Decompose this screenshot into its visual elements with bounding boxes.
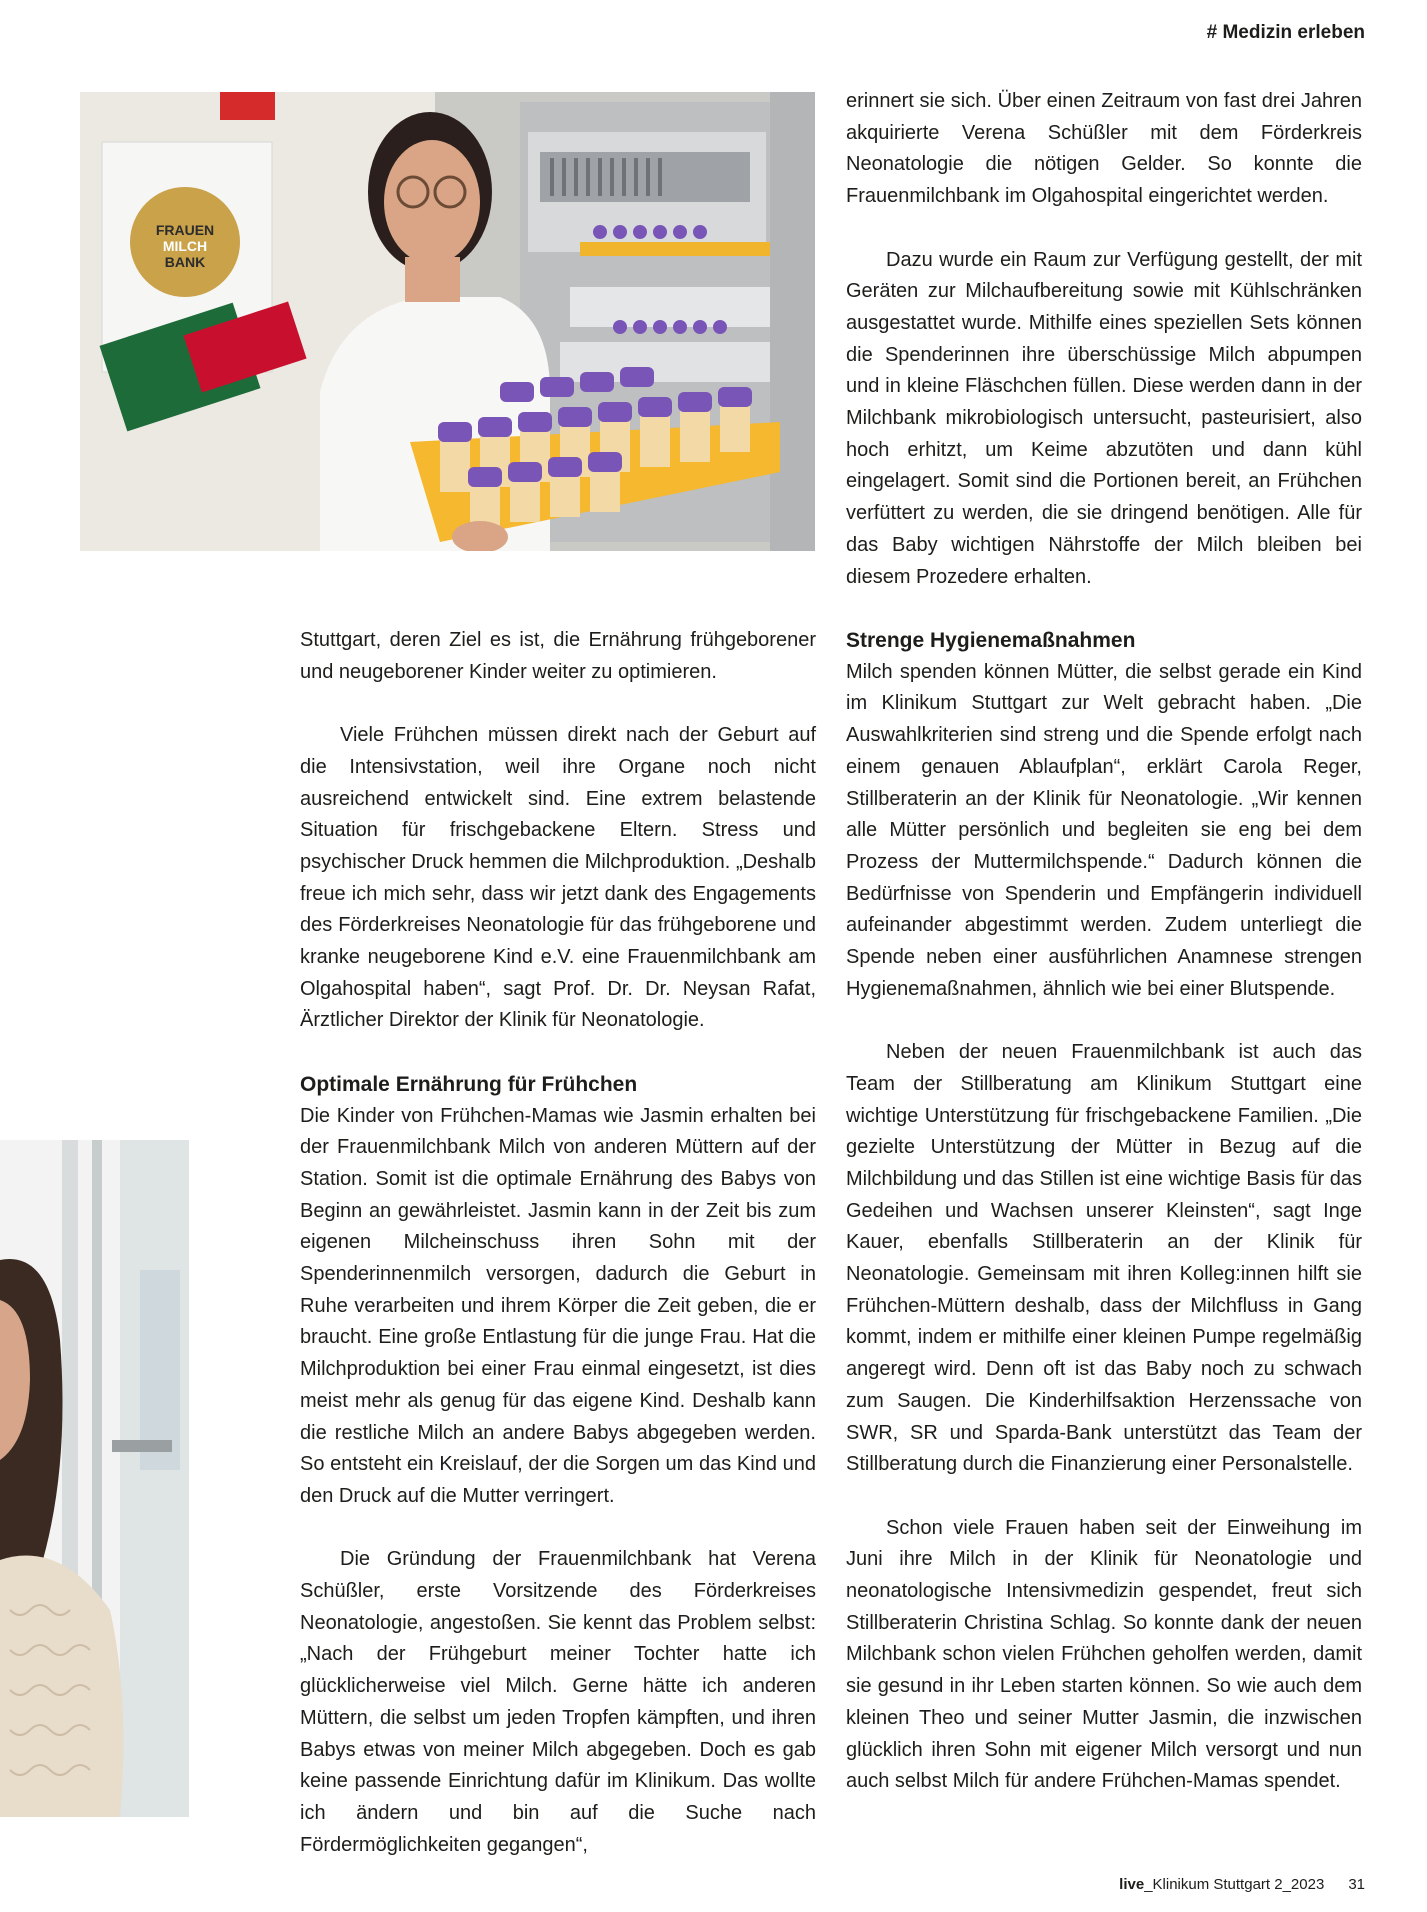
subheading: Optimale Ernährung für Frühchen [300, 1072, 638, 1096]
page-number: 31 [1348, 1876, 1365, 1893]
sign-text-3: BANK [164, 254, 206, 270]
article-photo-side [0, 1140, 189, 1817]
paragraph: Stuttgart, deren Ziel es ist, die Ernährung frühgeborener und neugeborener Kinder weiter zu optimieren. [300, 629, 816, 683]
article-photo-milk-bank [80, 92, 815, 551]
subheading: Strenge Hygienemaßnahmen [846, 629, 1136, 652]
paragraph: Milch spenden können Mütter, die selbst gerade ein Kind im Klinikum Stuttgart zur Welt gebracht haben. „Die Auswahlkriterien sind streng und die Spende erfolgt nach einem genauen Ablaufplan“, erklärt Carola Reger, Stillberaterin an der Klinik für Neonatologie. „Wir kennen alle Mütter persönlich und begleiten sie eng bei dem Prozess der Muttermilchspende.“ Dadurch können die Bedürfnisse von Spenderin und Empfängerin individuell aufeinander abgestimmt werden. Zudem unterliegt die Spende neben einer ausführlichen Anamnese strengen Hygienemaßnahmen, ähnlich wie bei einer Blutspende. [846, 660, 1362, 1000]
article-column-right-bottom [846, 625, 1362, 1798]
article-column-left [300, 625, 816, 1861]
paragraph: Die Gründung der Frauenmilchbank hat Verena Schüßler, erste Vorsitzende des Förderkreises Neonatologie, angestoßen. Sie kennt das Problem selbst: „Nach der Frühgeburt meiner Tochter hatte ich glücklicherweise viel Milch. Gerne hätte ich anderen Müttern, die selbst um jeden Tropfen kämpften, und ihren Babys etwas von meiner Milch abgegeben. Doch es gab keine passende Einrichtung dafür im Klinikum. Das wollte ich ändern und bin auf die Suche nach Fördermöglichkeiten gegangen“, [300, 1548, 816, 1856]
paragraph: Die Kinder von Frühchen-Mamas wie Jasmin erhalten bei der Frauenmilchbank Milch von anderen Müttern auf der Station. Somit ist die optimale Ernährung des Babys von Beginn an gewährleistet. Jasmin kann in der Zeit bis zum eigenen Milcheinschuss ihren Sohn mit der Spenderinnenmilch versorgen, dadurch die Geburt in Ruhe verarbeiten und ihrem Körper die Zeit geben, die er braucht. Eine große Entlastung für die junge Frau. Hat die Milchproduktion bei einer Frau einmal eingesetzt, ist dies meist mehr als genug für das eigene Kind. Deshalb kann die restliche Milch an andere Babys abgegeben werden. So entsteht ein Kreislauf, der die Sorgen um das Kind und den Druck auf die Mutter verringert. [300, 1104, 816, 1507]
paragraph: Dazu wurde ein Raum zur Verfügung gestellt, der mit Geräten zur Milchaufbereitung sowie mit Kühlschränken ausgestattet wurde. Mithilfe eines speziellen Sets können die Spenderinnen ihre überschüssige Milch abpumpen und in kleine Fläschchen füllen. Diese werden dann in der Milchbank mikrobiologisch untersucht, pasteurisiert, also hoch erhitzt, um Keime abzutöten und dann kühl eingelagert. Somit sind die Portionen bereit, an Frühchen verfüttert zu werden, die sie dringend benötigen. Alle für das Baby wichtigen Nährstoffe der Milch bleiben bei diesem Prozedere erhalten. [846, 248, 1362, 588]
footer-publication: _Klinikum Stuttgart 2_2023 [1144, 1876, 1325, 1893]
paragraph: Schon viele Frauen haben seit der Einweihung im Juni ihre Milch in der Klinik für Neonatologie und neonatologische Intensivmedizin gespendet, freut sich Stillberaterin Christina Schlag. So konnte dank der neuen Milchbank schon vielen Frühchen geholfen werden, damit sie gesund in ihr Leben starten können. So wie auch dem kleinen Theo und seiner Mutter Jasmin, die inzwischen glücklich ihren Sohn mit eigener Milch versorgt und nun auch selbst Milch für andere Frühchen-Mamas spendet. [846, 1516, 1362, 1793]
section-tag: # Medizin erleben [1206, 22, 1365, 43]
paragraph: erinnert sie sich. Über einen Zeitraum von fast drei Jahren akquirierte Verena Schüßler mit dem Förderkreis Neonatologie die nötigen Gelder. So konnte die Frauenmilchbank im Olgahospital eingerichtet werden. [846, 90, 1362, 208]
sign-text-1: FRAUEN [155, 222, 215, 238]
paragraph: Neben der neuen Frauenmilchbank ist auch das Team der Stillberatung am Klinikum Stuttgart eine wichtige Unterstützung für frischgebackene Familien. „Die gezielte Unterstützung der Mütter in Bezug auf die Milchbildung und das Stillen ist eine wichtige Basis für das Gedeihen und Wachsen unserer Kleinsten“, sagt Inge Kauer, ebenfalls Stillberaterin an der Klinik für Neonatologie. Gemeinsam mit ihren Kolleg:innen hilft sie Frühchen-Müttern deshalb, dass der Milchfluss in Gang kommt, indem er mithilfe einer kleinen Pumpe regelmäßig angeregt wird. Denn oft ist das Baby noch zu schwach zum Saugen. Die Kinderhilfsaktion Herzenssache von SWR, SR und Sparda-Bank unterstützt das Team der Stillberatung durch die Finanzierung einer Personalstelle. [846, 1041, 1362, 1476]
footer-brand: live [1119, 1876, 1145, 1893]
page-footer [1119, 1876, 1365, 1893]
sign-text-2: MILCH [162, 238, 208, 254]
paragraph: Viele Frühchen müssen direkt nach der Geburt auf die Intensivstation, weil ihre Organe noch nicht ausreichend entwickelt sind. Eine extrem belastende Situation für frischgebackene Eltern. Stress und psychischer Druck hemmen die Milchproduktion. „Deshalb freue ich mich sehr, dass wir jetzt dank des Engagements des Förderkreises Neonatologie für das frühgeborene und kranke neugeborene Kind e.V. eine Frauenmilchbank am Olgahospital haben“, sagt Prof. Dr. Dr. Neysan Rafat, Ärztlicher Direktor der Klinik für Neonatologie. [300, 724, 816, 1032]
article-column-right-top [846, 86, 1362, 593]
